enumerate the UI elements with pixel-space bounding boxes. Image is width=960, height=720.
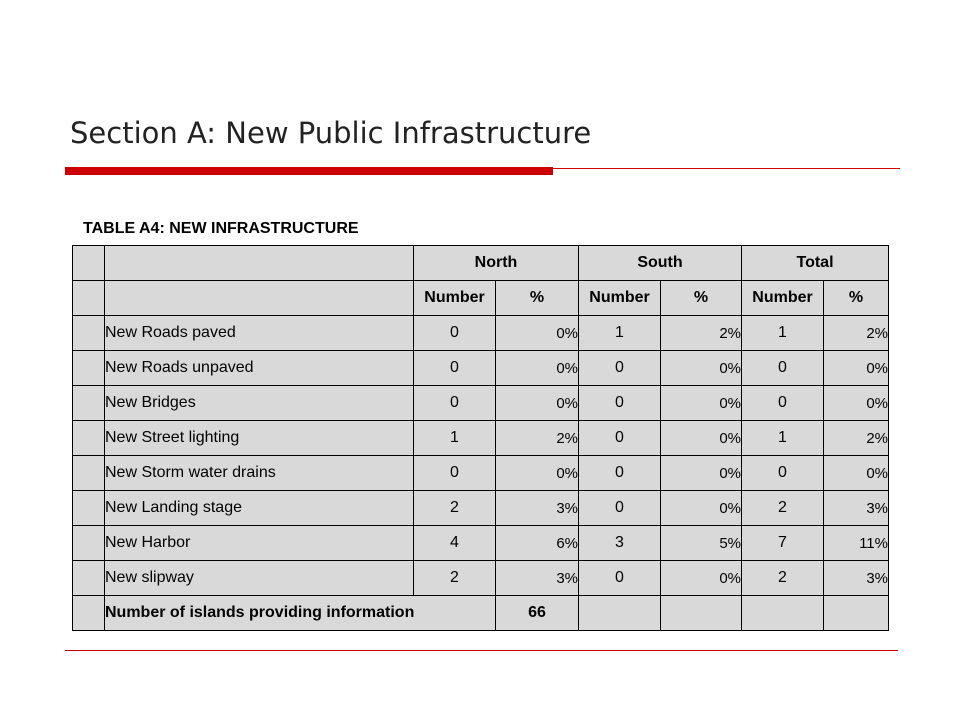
north-number-cell: 0	[414, 351, 496, 386]
total-number-cell: 2	[742, 561, 824, 596]
table-row	[73, 526, 889, 561]
total-number-cell: 0	[742, 386, 824, 421]
south-percent-cell: 0%	[661, 456, 742, 491]
north-percent-cell: 2%	[496, 421, 579, 456]
header-blank-cell	[73, 281, 105, 316]
table-row	[73, 491, 889, 526]
south-percent-cell: 5%	[661, 526, 742, 561]
row-index-cell	[73, 596, 105, 631]
total-number-cell: 0	[742, 456, 824, 491]
south-number-cell: 0	[579, 421, 661, 456]
title-underline-thick	[65, 167, 553, 175]
row-label: New Street lighting	[105, 421, 414, 456]
south-number-cell: 0	[579, 351, 661, 386]
title-underline-thin	[553, 168, 900, 169]
row-index-cell	[73, 386, 105, 421]
table-row	[73, 351, 889, 386]
row-label: New Harbor	[105, 526, 414, 561]
infrastructure-table	[72, 245, 889, 631]
row-index-cell	[73, 351, 105, 386]
total-percent-cell: 0%	[824, 351, 889, 386]
subheader-percent: %	[661, 281, 742, 316]
footer-blank-cell	[661, 596, 742, 631]
south-number-cell: 0	[579, 456, 661, 491]
subheader-number: Number	[579, 281, 661, 316]
footer-blank-cell	[579, 596, 661, 631]
row-label: New Landing stage	[105, 491, 414, 526]
south-number-cell: 0	[579, 491, 661, 526]
group-header-south: South	[579, 246, 742, 281]
north-number-cell: 2	[414, 561, 496, 596]
total-percent-cell: 2%	[824, 421, 889, 456]
south-percent-cell: 0%	[661, 491, 742, 526]
north-number-cell: 4	[414, 526, 496, 561]
table-caption: TABLE A4: NEW INFRASTRUCTURE	[83, 220, 359, 237]
south-percent-cell: 0%	[661, 421, 742, 456]
header-blank-cell	[73, 246, 105, 281]
footer-blank-cell	[824, 596, 889, 631]
row-index-cell	[73, 421, 105, 456]
total-percent-cell: 3%	[824, 561, 889, 596]
total-number-cell: 1	[742, 421, 824, 456]
north-number-cell: 0	[414, 456, 496, 491]
north-number-cell: 2	[414, 491, 496, 526]
footer-blank-cell	[742, 596, 824, 631]
footer-label: Number of islands providing information	[105, 596, 496, 631]
row-index-cell	[73, 491, 105, 526]
subheader-number: Number	[742, 281, 824, 316]
north-number-cell: 0	[414, 386, 496, 421]
row-label: New Roads paved	[105, 316, 414, 351]
row-label: New slipway	[105, 561, 414, 596]
group-header-north: North	[414, 246, 579, 281]
row-index-cell	[73, 456, 105, 491]
total-number-cell: 1	[742, 316, 824, 351]
row-label: New Bridges	[105, 386, 414, 421]
header-blank-cell	[105, 281, 414, 316]
total-percent-cell: 3%	[824, 491, 889, 526]
group-header-row	[73, 246, 889, 281]
total-percent-cell: 0%	[824, 386, 889, 421]
north-percent-cell: 0%	[496, 351, 579, 386]
row-index-cell	[73, 316, 105, 351]
row-index-cell	[73, 561, 105, 596]
total-number-cell: 7	[742, 526, 824, 561]
footer-row	[73, 596, 889, 631]
total-percent-cell: 2%	[824, 316, 889, 351]
subheader-percent: %	[824, 281, 889, 316]
north-percent-cell: 0%	[496, 456, 579, 491]
row-label: New Storm water drains	[105, 456, 414, 491]
footer-value: 66	[496, 596, 579, 631]
row-label: New Roads unpaved	[105, 351, 414, 386]
bottom-divider	[65, 650, 898, 651]
north-percent-cell: 3%	[496, 491, 579, 526]
table-row	[73, 386, 889, 421]
total-number-cell: 0	[742, 351, 824, 386]
subheader-percent: %	[496, 281, 579, 316]
north-number-cell: 0	[414, 316, 496, 351]
sub-header-row	[73, 281, 889, 316]
total-number-cell: 2	[742, 491, 824, 526]
north-number-cell: 1	[414, 421, 496, 456]
south-number-cell: 1	[579, 316, 661, 351]
group-header-total: Total	[742, 246, 889, 281]
header-blank-cell	[105, 246, 414, 281]
south-percent-cell: 0%	[661, 351, 742, 386]
south-number-cell: 0	[579, 561, 661, 596]
south-number-cell: 3	[579, 526, 661, 561]
total-percent-cell: 0%	[824, 456, 889, 491]
table-row	[73, 561, 889, 596]
south-percent-cell: 0%	[661, 561, 742, 596]
total-percent-cell: 11%	[824, 526, 889, 561]
south-number-cell: 0	[579, 386, 661, 421]
table-row	[73, 316, 889, 351]
north-percent-cell: 3%	[496, 561, 579, 596]
north-percent-cell: 0%	[496, 316, 579, 351]
row-index-cell	[73, 526, 105, 561]
south-percent-cell: 0%	[661, 386, 742, 421]
north-percent-cell: 6%	[496, 526, 579, 561]
subheader-number: Number	[414, 281, 496, 316]
north-percent-cell: 0%	[496, 386, 579, 421]
table-row	[73, 456, 889, 491]
table-row	[73, 421, 889, 456]
page-title: Section A: New Public Infrastructure	[70, 116, 592, 150]
south-percent-cell: 2%	[661, 316, 742, 351]
